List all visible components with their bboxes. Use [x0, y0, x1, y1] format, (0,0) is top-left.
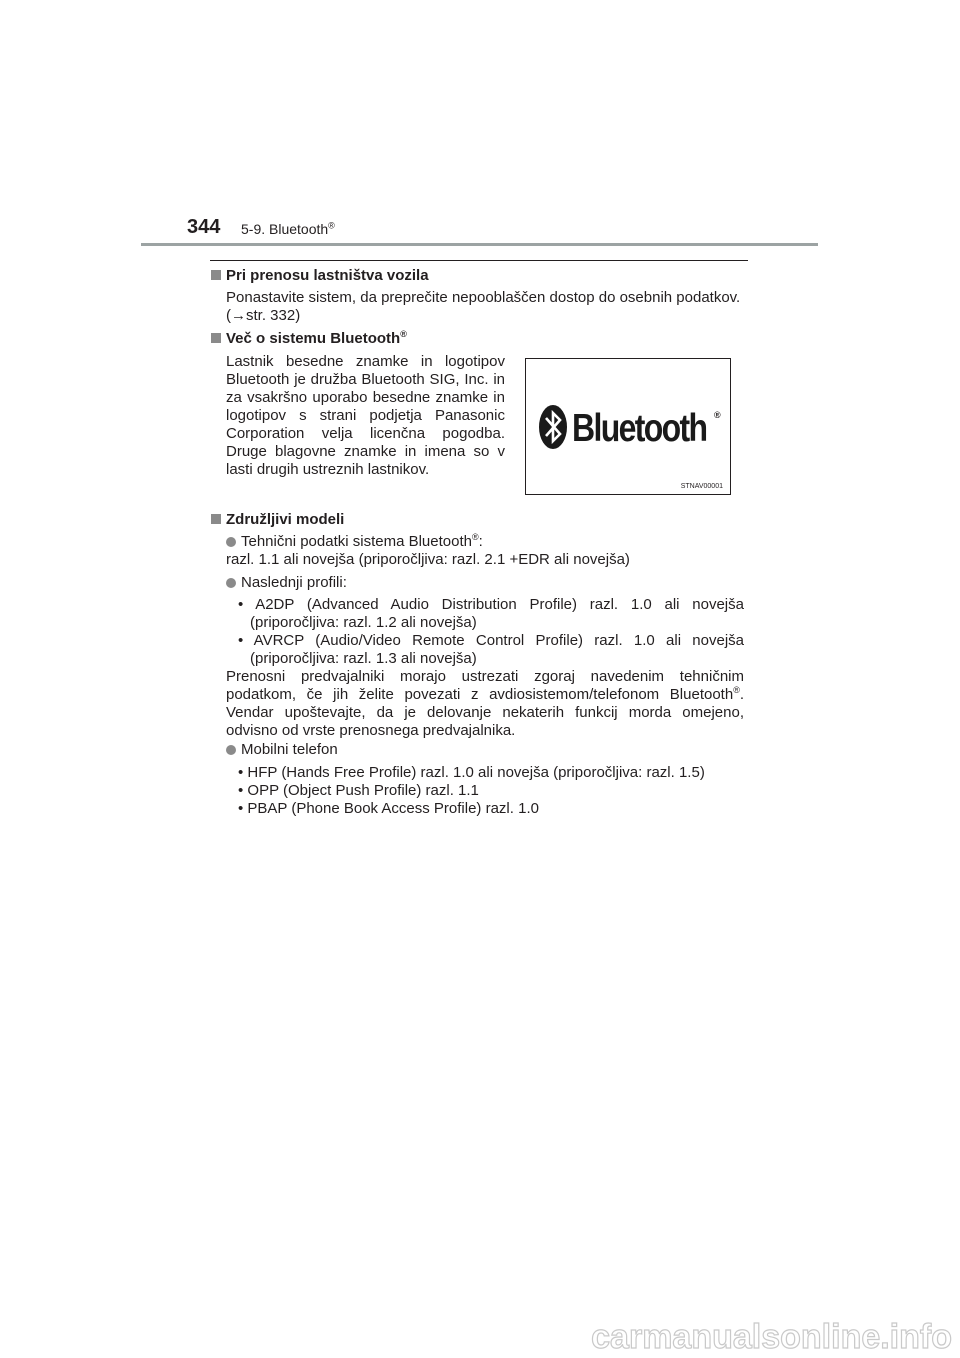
- content-rule: [210, 260, 748, 261]
- list-item: • PBAP (Phone Book Access Profile) razl. 1.0: [238, 800, 539, 817]
- avrcp-recommended: (priporočljiva: razl. 1.3 ali novejša): [250, 650, 477, 667]
- trademark-paragraph: Lastnik besedne znamke in logotipov Bluetooth je družba Bluetooth SIG, Inc. in za vsakršno uporabo besedne znamke in logotipov s strani podjetja Panasonic Corporation velja licenčna pogodba. Druge blagovne znamke in imena so v lasti drugih ustreznih lastnikov.: [226, 353, 505, 478]
- registered-mark: ®: [714, 410, 721, 420]
- list-item: • HFP (Hands Free Profile) razl. 1.0 ali novejša (priporočljiva: razl. 1.5): [238, 764, 705, 781]
- square-bullet-icon: [211, 270, 221, 280]
- list-item: • OPP (Object Push Profile) razl. 1.1: [238, 782, 479, 799]
- phone-profile-list: [238, 764, 705, 818]
- spec-item: Tehnični podatki sistema Bluetooth®:: [226, 533, 483, 551]
- page-number: 344: [187, 216, 221, 238]
- circle-bullet-icon: [226, 537, 236, 547]
- page-reference-link[interactable]: (→str. 332): [226, 307, 301, 324]
- spec-detail: razl. 1.1 ali novejša (priporočljiva: razl. 2.1 +EDR ali novejša): [226, 551, 630, 568]
- square-bullet-icon: [211, 514, 221, 524]
- bluetooth-logo-figure: [525, 358, 731, 495]
- figure-code: STNAV00001: [680, 483, 723, 490]
- site-watermark: [0, 1310, 960, 1358]
- bluetooth-rune-icon: [538, 404, 568, 450]
- heading-about-bluetooth: Več o sistemu Bluetooth®: [211, 330, 407, 347]
- svg-text:carmanualsonline.info: carmanualsonline.info: [591, 1318, 952, 1356]
- heading-ownership-transfer: Pri prenosu lastništva vozila: [211, 267, 429, 284]
- bluetooth-wordmark: Bluetooth: [572, 407, 707, 450]
- square-bullet-icon: [211, 333, 221, 343]
- circle-bullet-icon: [226, 578, 236, 588]
- a2dp-line: • A2DP (Advanced Audio Distribution Profile) razl. 1.0 ali novejša: [238, 596, 744, 613]
- avrcp-line: • AVRCP (Audio/Video Remote Control Profile) razl. 1.0 ali novejša: [238, 632, 744, 649]
- ownership-body: Ponastavite sistem, da preprečite nepooblaščen dostop do osebnih podatkov.: [226, 289, 741, 306]
- header-rule: [141, 243, 818, 246]
- a2dp-recommended: (priporočljiva: razl. 1.2 ali novejša): [250, 614, 477, 631]
- section-title: 5-9. Bluetooth®: [241, 220, 335, 237]
- circle-bullet-icon: [226, 745, 236, 755]
- heading-compatible-models: Združljivi modeli: [211, 511, 344, 528]
- players-paragraph: Prenosni predvajalniki morajo ustrezati zgoraj navedenim tehničnim podatkom, če jih želite povezati z avdiosistemom/telefonom Bluetooth®. Vendar upoštevajte, da je delovanje nekaterih funkcij morda omejeno, odvisno od vrste prenosnega predvajalnika.: [226, 668, 744, 739]
- mobile-phone-item: Mobilni telefon: [226, 741, 338, 759]
- profiles-item: Naslednji profili:: [226, 574, 347, 592]
